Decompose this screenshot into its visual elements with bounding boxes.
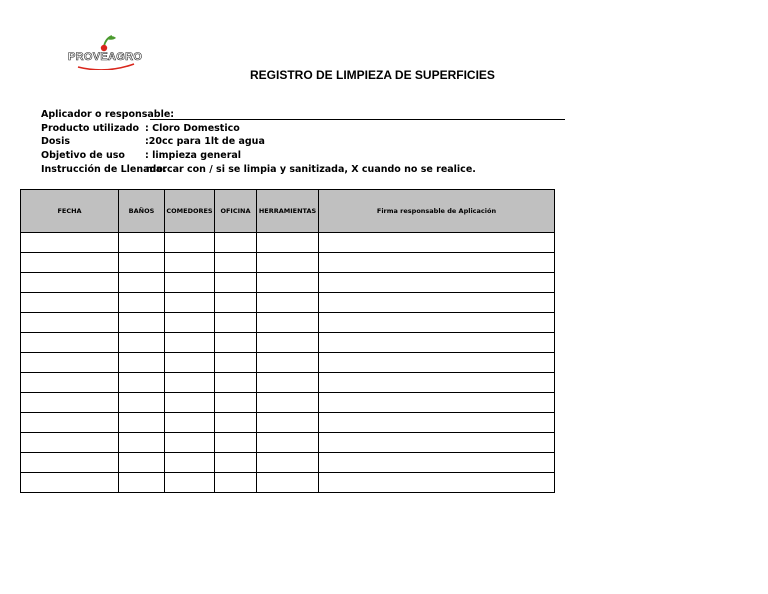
table-cell[interactable] [215,333,257,353]
table-cell[interactable] [119,273,165,293]
table-cell[interactable] [119,433,165,453]
table-cell[interactable] [21,433,119,453]
table-cell[interactable] [165,353,215,373]
table-cell[interactable] [319,413,555,433]
table-cell[interactable] [165,453,215,473]
table-cell[interactable] [165,233,215,253]
table-row [21,393,555,413]
table-cell[interactable] [119,293,165,313]
table-row [21,333,555,353]
header-fecha: FECHA [21,190,119,233]
table-cell[interactable] [165,393,215,413]
table-cell[interactable] [215,273,257,293]
table-cell[interactable] [21,253,119,273]
table-header-row [21,190,555,233]
table-cell[interactable] [119,253,165,273]
table-cell[interactable] [319,333,555,353]
table-cell[interactable] [119,453,165,473]
table-cell[interactable] [257,333,319,353]
table-cell[interactable] [165,413,215,433]
table-cell[interactable] [257,413,319,433]
table-cell[interactable] [215,393,257,413]
table-cell[interactable] [319,353,555,373]
table-row [21,413,555,433]
table-cell[interactable] [119,473,165,493]
table-cell[interactable] [319,453,555,473]
field-objetivo [41,150,242,162]
table-row [21,273,555,293]
table-row [21,353,555,373]
logo-text: PROVEAGRO [68,51,143,63]
table-cell[interactable] [165,333,215,353]
table-cell[interactable] [319,273,555,293]
table-cell[interactable] [21,373,119,393]
table-row [21,253,555,273]
table-cell[interactable] [215,353,257,373]
table-cell[interactable] [257,353,319,373]
table-row [21,433,555,453]
table-row [21,233,555,253]
table-cell[interactable] [21,393,119,413]
table-cell[interactable] [119,373,165,393]
table-cell[interactable] [257,253,319,273]
instruccion-value: marcar con / si se limpia y sanitizada, X cuando no se realice. [146,164,476,175]
header-herramientas: HERRAMIENTAS [257,190,319,233]
table-row [21,293,555,313]
table-cell[interactable] [119,233,165,253]
table-cell[interactable] [165,313,215,333]
table-cell[interactable] [21,353,119,373]
table-cell[interactable] [21,233,119,253]
instruccion-label: Instrucción de Llenado: [41,164,167,175]
table-cell[interactable] [165,473,215,493]
table-cell[interactable] [257,433,319,453]
table-cell[interactable] [165,293,215,313]
table-cell[interactable] [21,413,119,433]
table-cell[interactable] [215,313,257,333]
table-cell[interactable] [21,473,119,493]
table-cell[interactable] [319,253,555,273]
table-cell[interactable] [319,233,555,253]
header-comedores: COMEDORES [165,190,215,233]
field-producto [41,123,240,135]
table-cell[interactable] [257,233,319,253]
table-cell[interactable] [119,353,165,373]
producto-value: : Cloro Domestico [145,123,240,134]
table-cell[interactable] [215,253,257,273]
document-title: REGISTRO DE LIMPIEZA DE SUPERFICIES [250,68,495,82]
table-cell[interactable] [215,433,257,453]
table-cell[interactable] [21,313,119,333]
producto-label: Producto utilizado [41,123,140,134]
table-cell[interactable] [257,293,319,313]
field-dosis [41,136,265,148]
table-cell[interactable] [119,333,165,353]
company-logo [68,34,144,70]
table-cell[interactable] [119,313,165,333]
header-firma: Firma responsable de Aplicación [319,190,555,233]
table-row [21,313,555,333]
responsable-label: Aplicador o responsable: [41,109,175,120]
table-cell[interactable] [215,473,257,493]
table-cell[interactable] [319,393,555,413]
table-cell[interactable] [21,453,119,473]
table-cell[interactable] [257,453,319,473]
objetivo-value: : limpieza general [145,150,242,161]
table-cell[interactable] [257,273,319,293]
header-oficina: OFICINA [215,190,257,233]
table-row [21,453,555,473]
table-cell[interactable] [215,373,257,393]
table-cell[interactable] [165,433,215,453]
table-cell[interactable] [319,473,555,493]
table-body [21,233,555,493]
table-cell[interactable] [319,313,555,333]
table-cell[interactable] [165,373,215,393]
table-cell[interactable] [21,273,119,293]
table-cell[interactable] [21,333,119,353]
table-cell[interactable] [319,373,555,393]
field-instruccion [41,164,476,176]
table-cell[interactable] [21,293,119,313]
table-row [21,373,555,393]
table-cell[interactable] [119,413,165,433]
dosis-value: :20cc para 1lt de agua [145,136,265,147]
table-cell[interactable] [165,253,215,273]
table-cell[interactable] [165,273,215,293]
table-cell[interactable] [257,393,319,413]
objetivo-label: Objetivo de uso [41,150,125,161]
table-cell[interactable] [215,453,257,473]
table-cell[interactable] [215,413,257,433]
table-row [21,473,555,493]
dosis-label: Dosis [41,136,70,147]
table-cell[interactable] [257,313,319,333]
header-banos: BAÑOS [119,190,165,233]
cleaning-log-table [20,189,555,493]
table-cell[interactable] [215,293,257,313]
table-cell[interactable] [257,473,319,493]
table-cell[interactable] [319,293,555,313]
table-cell[interactable] [119,393,165,413]
table-cell[interactable] [215,233,257,253]
table-cell[interactable] [257,373,319,393]
responsable-fill-line[interactable] [150,119,565,120]
table-cell[interactable] [319,433,555,453]
